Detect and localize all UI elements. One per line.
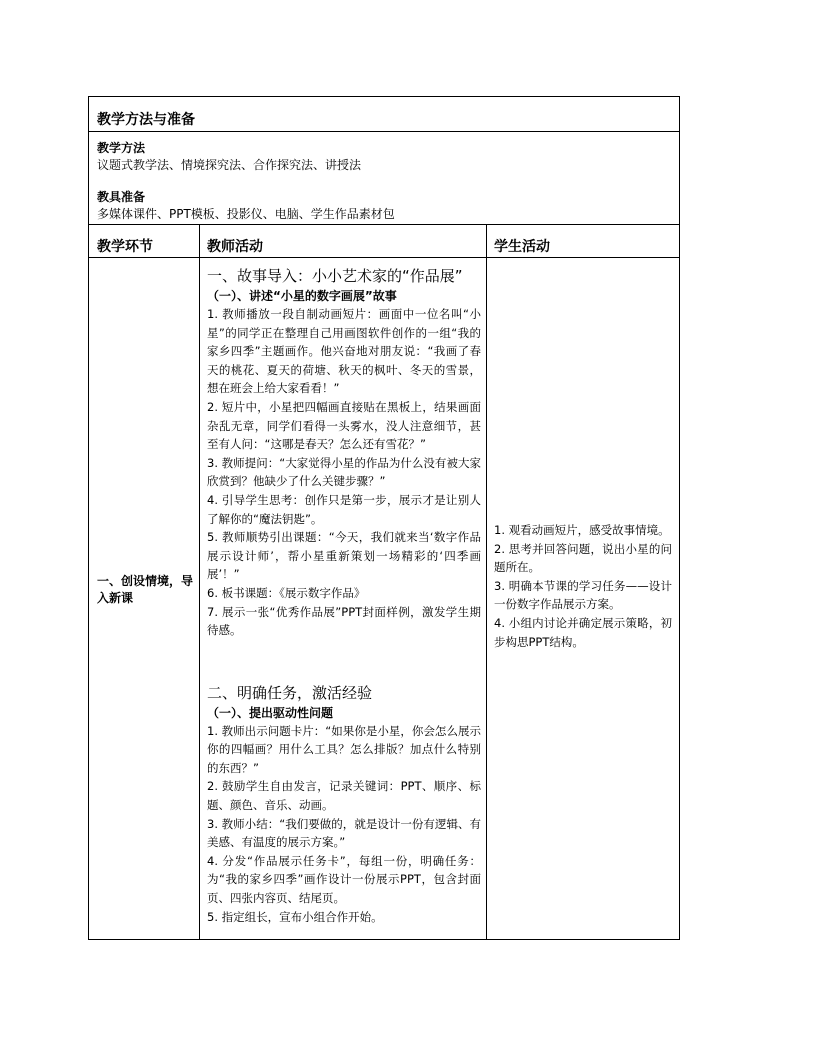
teacher-item: 5. 指定组长，宣布小组合作开始。	[207, 909, 383, 924]
teacher-item: 6. 板书课题：《展示数字作品》	[207, 585, 366, 600]
methods-text: 议题式教学法、情境探究法、合作探究法、讲授法	[97, 158, 362, 172]
teacher-item: 4. 引导学生思考：创作只是第一步，展示才是让别人了解你的“魔法钥匙”。	[207, 492, 481, 526]
teacher-item: 1. 教师播放一段自制动画短片：画面中一位名叫“小星”的同学正在整理自己用画图软件创作的一组“我的家乡四季”主题画作。他兴奋地对朋友说：“我画了春天的桃花、夏天的荷塘、秋天的枫叶、冬天的雪景，想在班会上给大家看看！”	[207, 307, 481, 396]
part1-subtitle: （一）、讲述“小星的数字画展”故事	[207, 289, 397, 303]
materials-text: 多媒体课件、PPT模板、投影仪、电脑、学生作品素材包	[97, 207, 395, 221]
section-title: 教学方法与准备	[97, 112, 195, 128]
student-item: 3. 明确本节课的学习任务——设计一份数字作品展示方案。	[494, 578, 672, 612]
teacher-activity-cell	[207, 265, 481, 926]
teacher-item: 3. 教师小结：“我们要做的，就是设计一份有逻辑、有美感、有温度的展示方案。”	[207, 816, 481, 850]
teacher-item: 1. 教师出示问题卡片：“如果你是小星，你会怎么展示你的四幅画？用什么工具？怎么排版？加点什么特别的东西？”	[207, 723, 481, 775]
header-student: 学生活动	[494, 239, 550, 255]
teacher-item: 4. 分发“作品展示任务卡”，每组一份，明确任务：为“我的家乡四季”画作设计一份展示PPT，包含封面页、四张内容页、结尾页。	[207, 853, 481, 906]
teacher-item: 5. 教师顺势引出课题：“今天，我们就来当‘数字作品展示设计师’，帮小星重新策划一场精彩的‘四季画展’！”	[207, 530, 481, 582]
stage-cell: 一、创设情境，导入新课	[97, 574, 194, 605]
teacher-item: 3. 教师提问：“大家觉得小星的作品为什么没有被大家欣赏到？他缺少了什么关键步骤？”	[207, 455, 481, 489]
student-item: 4. 小组内讨论并确定展示策略，初步构思PPT结构。	[494, 615, 672, 649]
teacher-item: 2. 鼓励学生自由发言，记录关键词：PPT、顺序、标题、颜色、音乐、动画。	[207, 779, 481, 813]
header-teacher: 教师活动	[207, 239, 263, 255]
section-header	[89, 97, 679, 132]
header-stage: 教学环节	[97, 239, 153, 255]
part2-title: 二、明确任务，激活经验	[207, 683, 373, 702]
preparation-block	[89, 131, 679, 225]
methods-heading: 教学方法	[97, 141, 146, 155]
materials-heading: 教具准备	[97, 190, 146, 204]
student-activity-cell	[494, 521, 672, 651]
student-item: 1. 观看动画短片，感受故事情境。	[494, 523, 670, 537]
part2-subtitle: （一）、提出驱动性问题	[207, 705, 334, 720]
lesson-plan-table	[88, 96, 680, 940]
part1-title: 一、故事导入：小小艺术家的“作品展”	[207, 267, 463, 285]
column-divider	[486, 224, 487, 939]
teacher-item: 2. 短片中，小星把四幅画直接贴在黑板上，结果画面杂乱无章，同学们看得一头雾水，没人注意细节，甚至有人问：“这哪是春天？怎么还有雪花？”	[207, 399, 481, 452]
table-header-row	[89, 224, 679, 258]
teacher-item: 7. 展示一张“优秀作品展”PPT封面样例，激发学生期待感。	[207, 604, 481, 638]
student-item: 2. 思考并回答问题，说出小星的问题所在。	[494, 541, 672, 575]
